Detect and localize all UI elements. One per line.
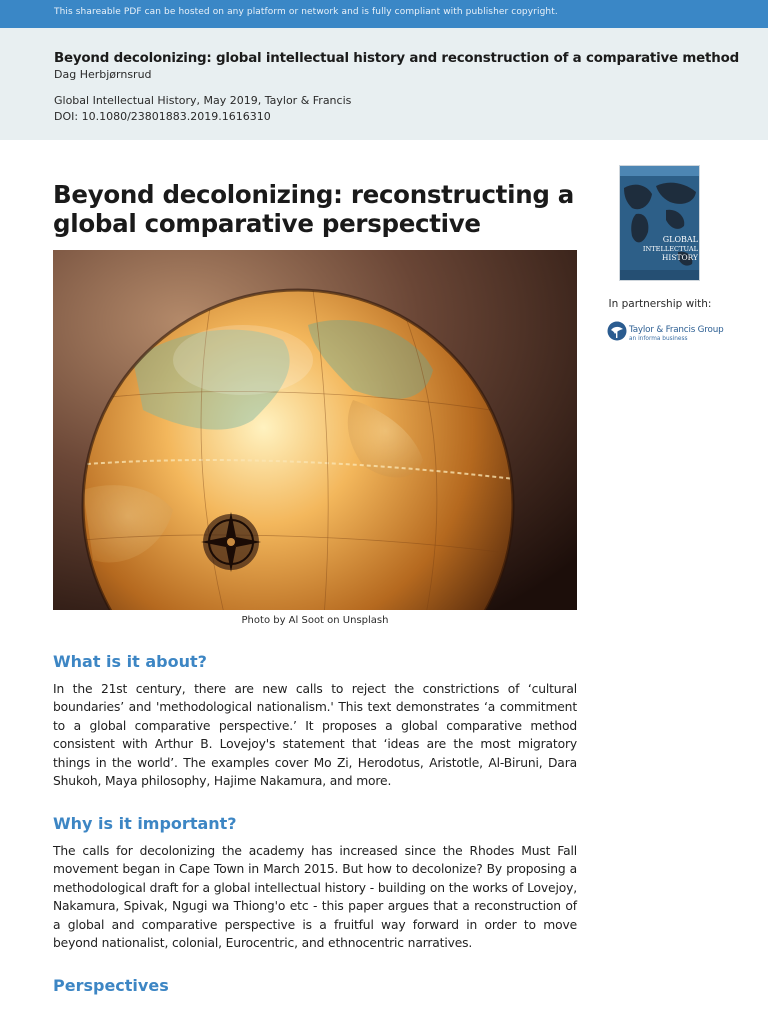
cover-line-2: INTELLECTUAL (642, 245, 698, 253)
journal-cover[interactable] (619, 165, 700, 281)
publisher-name: Taylor & Francis Group (629, 325, 724, 335)
publisher-tagline: an informa business (629, 336, 688, 342)
section-body-importance: The calls for decolonizing the academy has increased since the Rhodes Must Fall movement began in Cape Town in March 2015. But how to decolonize? By proposing a methodological draft for a global intellectual history - building on the works of Lovejoy, Nakamura, Spivak, Ngugi wa Thiong'o etc - this paper argues that a reconstruction of a global and comparative perspective is a fruitful way forward in order to move beyond nationalist, colonial, Eurocentric, and ethnocentric narratives. (53, 844, 577, 951)
publisher-logo-icon (607, 320, 627, 342)
journal-cover-image (620, 166, 700, 281)
cover-line-1: GLOBAL (662, 235, 698, 244)
article-title: Beyond decolonizing: reconstructing a global comparative perspective (53, 180, 575, 238)
top-banner (0, 0, 768, 28)
paper-title: Beyond decolonizing: global intellectual history and reconstruction of a comparative method (54, 51, 739, 66)
citation-header (0, 28, 768, 140)
section-heading-about: What is it about? (53, 652, 207, 671)
section-body-about: In the 21st century, there are new calls to reject the constrictions of ‘cultural boundaries’ and 'methodological nationalism.' This text demonstrates ‘a commitment to a global comparative perspective.’ It proposes a global comparative method consistent with Arthur B. Lovejoy's statement that ‘ideas are the most migratory things in the world’. The examples cover Mo Zi, Herodotus, Aristotle, Al-Biruni, Dara Shukoh, Maya philosophy, Hajime Nakamura, and more. (53, 682, 577, 789)
globe-photo (53, 250, 577, 610)
publisher-logo[interactable] (607, 320, 724, 346)
globe-image (53, 250, 577, 610)
section-heading-importance: Why is it important? (53, 814, 237, 833)
paper-journal: Global Intellectual History, May 2019, Taylor & Francis (54, 94, 352, 107)
partner-label: In partnership with: (608, 298, 712, 310)
cover-line-3: HISTORY (661, 253, 698, 262)
paper-doi[interactable]: DOI: 10.1080/23801883.2019.1616310 (54, 110, 271, 123)
section-heading-perspectives: Perspectives (53, 976, 169, 995)
paper-author: Dag Herbjørnsrud (54, 68, 152, 81)
banner-text: This shareable PDF can be hosted on any platform or network and is fully compliant with publisher copyright. (54, 7, 558, 17)
photo-caption: Photo by Al Soot on Unsplash (241, 615, 389, 626)
